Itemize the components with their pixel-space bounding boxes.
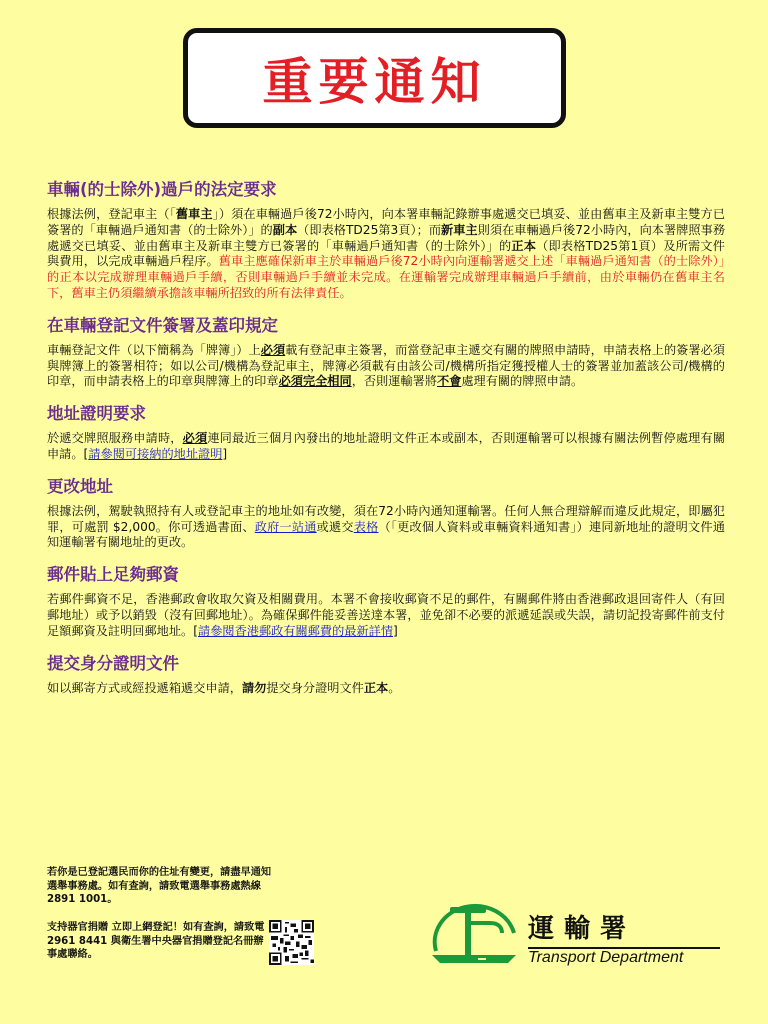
- body-text: 。: [388, 680, 401, 695]
- body-text: 連同最近三個月內發出的地址證明文件正本或副本，否則運輸署可以根據有關法例暫停處理有關申請。[: [47, 431, 726, 461]
- body-text: 車輛登記文件（以下簡稱為「牌簿」）上: [47, 342, 261, 357]
- section-heading: 更改地址: [47, 476, 113, 496]
- body-text: （即表格TD25第3頁）；而: [297, 222, 442, 237]
- section-body: [47, 504, 725, 551]
- section-body: [47, 207, 725, 302]
- body-text: 則須在車輛過戶後72小時內，向本署牌照事務處遞交已填妥、並由舊車主及新車主雙方已簽署的「車輛過戶通知書（的士除外）」的: [47, 222, 726, 253]
- body-text: 如以郵寄方式或經投遞箱遞交申請，: [47, 680, 242, 695]
- body-text: 根據法例，登記車主（「: [47, 207, 176, 221]
- address-proof-link[interactable]: 請參閱可接納的地址證明: [88, 446, 223, 461]
- body-bold: 舊車主: [175, 207, 213, 221]
- section-heading: 地址證明要求: [47, 404, 146, 424]
- body-text: 於遞交牌照服務申請時，: [47, 431, 183, 446]
- section-body: [47, 343, 725, 390]
- body-bold: 請勿: [242, 680, 267, 695]
- section-heading: 車輛(的士除外)過戶的法定要求: [47, 180, 277, 199]
- notice-content: [47, 180, 725, 710]
- body-bold: 副本: [272, 222, 298, 237]
- body-bold: 正本: [511, 238, 537, 253]
- logo-english-name: Transport Department: [528, 949, 684, 966]
- section-address-proof: [47, 404, 725, 463]
- logo-chinese-name: 運輸署: [528, 914, 637, 944]
- body-bold: 正本: [363, 680, 389, 695]
- body-text: 載有登記車主簽署，而當登記車主遞交有關的牌照申請時，申請表格上的簽署必須與牌簿上的簽署相符；如以公司/機構為登記車主，牌簿必須載有由該公司/機構所指定獲授權人士的簽署並加蓋該公司/機構的印章，而申請表格上的印章與牌簿上的印章: [47, 342, 725, 389]
- transport-department-logo-icon: [428, 893, 520, 971]
- body-warning-red: 舊車主應確保新車主於車輛過戶後72小時內向運輸署遞交上述「車輛過戶通知書（的士除外）」的正本以完成辦理車輛過戶手續，否則車輛過戶手續並未完成。在運輸署完成辦理車輛過戶手續前，由於車輛仍在舊車主名下，舊車主仍須繼續承擔該車輛所招致的所有法律責任。: [47, 254, 726, 300]
- body-text: 或遞交: [316, 519, 354, 534]
- body-text: ，否則運輸署將: [351, 374, 437, 389]
- section-heading: 郵件貼上足夠郵資: [47, 565, 179, 585]
- qr-code[interactable]: [269, 920, 314, 965]
- body-text: ]: [393, 623, 398, 638]
- notice-title-box: [183, 28, 566, 128]
- section-identity-docs: [47, 654, 725, 697]
- body-text: （即表格TD25第1頁）及所需文件與費用，以完成車輛過戶程序。: [47, 238, 725, 269]
- organ-donation-notice: 支持器官捐贈 立即上網登記！如有查詢，請致電 2961 8441 與衛生署中央器官捐贈登記名冊辦事處聯絡。: [47, 922, 265, 960]
- section-postage: [47, 565, 725, 639]
- section-body: [47, 592, 725, 639]
- body-bold: 新車主: [441, 222, 478, 237]
- form-link[interactable]: 表格: [353, 519, 379, 534]
- body-bold-underline: 不會: [437, 374, 462, 389]
- section-heading: 提交身分證明文件: [47, 653, 179, 673]
- body-text: 」）須在車輛過戶後72小時內，向本署車輛記錄辦事處遞交已填妥、並由舊車主及新車主雙方已簽署的「車輛過戶通知書（的士除外）」的: [47, 207, 726, 237]
- section-signature-seal: [47, 316, 725, 390]
- body-bold-underline: 必須: [182, 431, 208, 446]
- section-body: [47, 681, 725, 697]
- body-text: （「更改個人資料或車輛資料通知書」）連同新地址的證明文件通知運輸署有關地址的更改。: [47, 519, 725, 550]
- section-vehicle-transfer: [47, 180, 725, 302]
- body-text: 若郵件郵資不足，香港郵政會收取欠資及相關費用。本署不會接收郵資不足的郵件，有關郵件將由香港郵政退回寄件人（有回郵地址）或予以銷毀（沒有回郵地址）。為確保郵件能妥善送達本署，並免卻不必要的派遞延誤或失誤，請切記投寄郵件前支付足額郵資及註明回郵地址。[: [47, 592, 725, 638]
- body-bold-underline: 必須完全相同: [278, 374, 352, 389]
- body-text: 根據法例，駕駛執照持有人或登記車主的地址如有改變，須在72小時內通知運輸署。任何人無合理辯解而違反此規定，即屬犯罪，可處罰 $2,000。你可透過書面、: [47, 503, 725, 534]
- section-heading: 在車輛登記文件簽署及蓋印規定: [47, 315, 278, 335]
- gov-hk-link[interactable]: 政府一站通: [254, 519, 317, 534]
- section-change-address: [47, 477, 725, 551]
- voter-notice: 若你是已登記選民而你的住址有變更，請盡早通知選舉事務處。如有查詢，請致電選舉事務處熱線 2891 1001。: [47, 867, 272, 905]
- body-bold-underline: 必須: [260, 342, 286, 357]
- section-body: [47, 431, 725, 463]
- body-text: ]: [222, 446, 228, 461]
- notice-title: 重要通知: [262, 52, 487, 111]
- body-text: 處理有關的牌照申請。: [461, 374, 584, 389]
- body-text: 提交身分證明文件: [266, 680, 364, 695]
- postage-details-link[interactable]: 請參閱香港郵政有關郵費的最新詳情: [198, 623, 394, 638]
